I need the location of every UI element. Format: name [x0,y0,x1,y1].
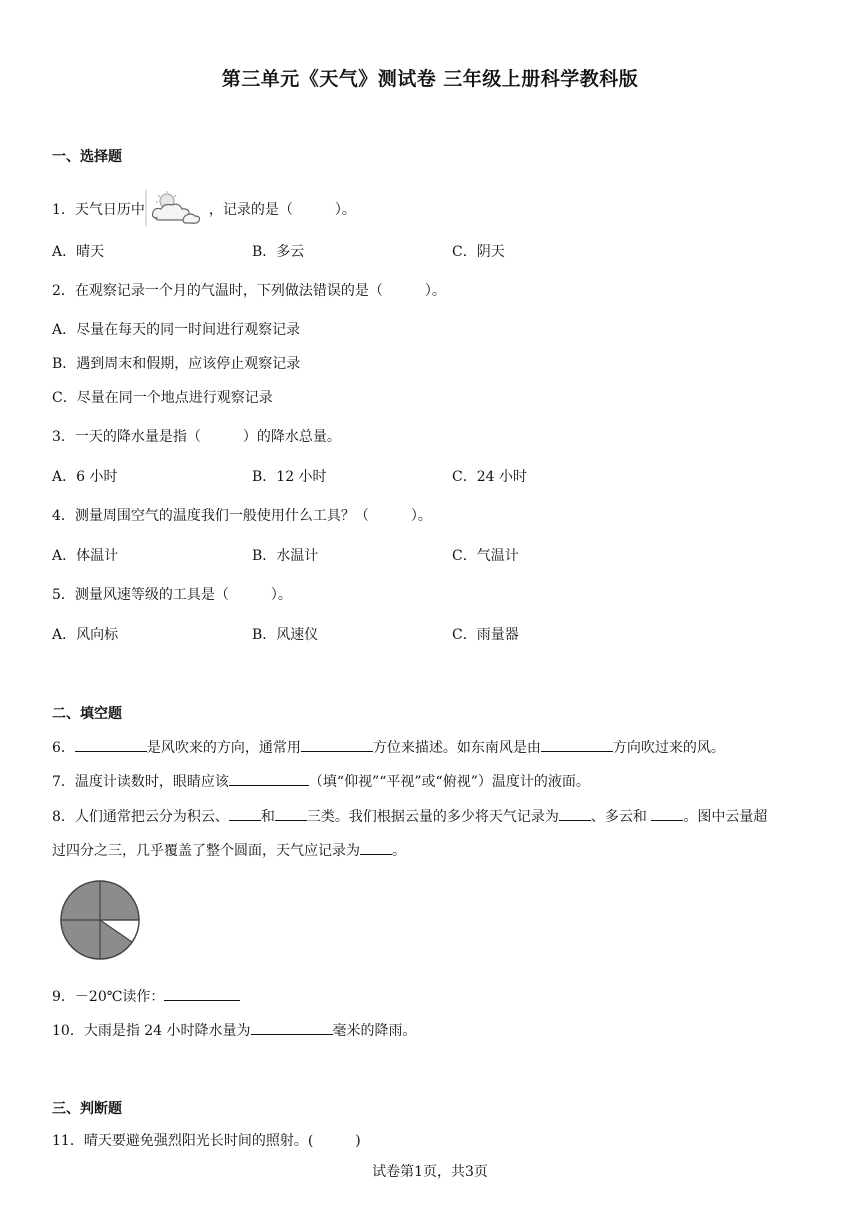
question-10 [52,1020,417,1040]
section-heading-judge: 三、判断题 [52,1101,122,1117]
q6-text-2: 是风吹来的方向，通常用 [146,740,301,756]
q8-blank-3[interactable] [559,806,591,821]
q5-option-b: B．风速仪 [252,627,319,643]
question-3: 3．一天的降水量是指（ ）的降水总量。 [52,429,341,445]
q3-option-c: C．24 小时 [452,469,527,485]
q8-text-7: 。 [392,843,406,859]
q8-blank-5[interactable] [360,840,392,855]
section-heading-choice: 一、选择题 [52,149,122,165]
question-8-line-2 [52,840,406,860]
q1-option-b: B．多云 [252,244,305,260]
q6-blank-2[interactable] [301,737,373,752]
q8-text-2: 和 [260,809,275,825]
q4-option-c: C．气温计 [452,548,519,564]
question-8-line-1 [52,806,767,826]
question-5: 5．测量风速等级的工具是（ ）。 [52,587,292,603]
q2-option-c: C．尽量在同一个地点进行观察记录 [52,390,273,406]
q10-text-1: 10．大雨是指 24 小时降水量为 [52,1023,251,1039]
question-6 [52,737,725,757]
q3-option-a: A．6 小时 [52,469,118,485]
q1-option-a: A．晴天 [52,244,105,260]
question-1-prefix: 1．天气日历中 [52,202,145,218]
q9-blank-1[interactable] [164,986,240,1001]
q9-text-1: 9．－20℃读作： [52,989,165,1005]
q6-text-3: 方位来描述。如东南风是由 [372,740,541,756]
q5-option-c: C．雨量器 [452,627,519,643]
q4-option-b: B．水温计 [252,548,319,564]
q5-option-a: A．风向标 [52,627,119,643]
question-9 [52,986,240,1006]
q10-text-2: 毫米的降雨。 [332,1023,417,1039]
question-2: 2．在观察记录一个月的气温时，下列做法错误的是（ ）。 [52,283,446,299]
q8-text-5: 。图中云量超 [683,809,768,825]
question-7 [52,771,590,791]
q7-text-2: （填“仰视”“平视”或“俯视”）温度计的液面。 [308,774,590,790]
question-11: 11．晴天要避免强烈阳光长时间的照射。( ) [52,1133,361,1149]
question-4: 4．测量周围空气的温度我们一般使用什么工具？（ ）。 [52,508,432,524]
q1-option-c: C．阴天 [452,244,505,260]
q8-text-1: 8．人们通常把云分为积云、 [52,809,229,825]
q8-text-6: 过四分之三，几乎覆盖了整个圆面，天气应记录为 [52,843,360,859]
q8-blank-2[interactable] [275,806,307,821]
q8-blank-4[interactable] [651,806,683,821]
cloud-cover-circle-icon [58,878,142,966]
section-heading-fill: 二、填空题 [52,706,122,722]
q6-blank-1[interactable] [75,737,147,752]
q2-option-b: B．遇到周末和假期，应该停止观察记录 [52,356,301,372]
q4-option-a: A．体温计 [52,548,119,564]
q7-blank-1[interactable] [229,771,309,786]
page-title: 第三单元《天气》测试卷 三年级上册科学教科版 [221,68,639,90]
q6-blank-3[interactable] [541,737,613,752]
question-1 [52,190,356,230]
q6-text-1: 6． [52,740,75,756]
q6-text-4: 方向吹过来的风。 [612,740,725,756]
q8-text-4: 、多云和 [590,809,647,825]
q10-blank-1[interactable] [251,1020,333,1035]
q8-blank-1[interactable] [229,806,261,821]
partly-cloudy-icon [145,190,209,230]
q3-option-b: B．12 小时 [252,469,327,485]
q7-text-1: 7．温度计读数时，眼睛应该 [52,774,229,790]
q2-option-a: A．尽量在每天的同一时间进行观察记录 [52,322,301,338]
page-footer: 试卷第1页，共3页 [372,1164,488,1180]
question-1-suffix: ，记录的是（ ）。 [208,202,356,218]
q8-text-3: 三类。我们根据云量的多少将天气记录为 [306,809,559,825]
